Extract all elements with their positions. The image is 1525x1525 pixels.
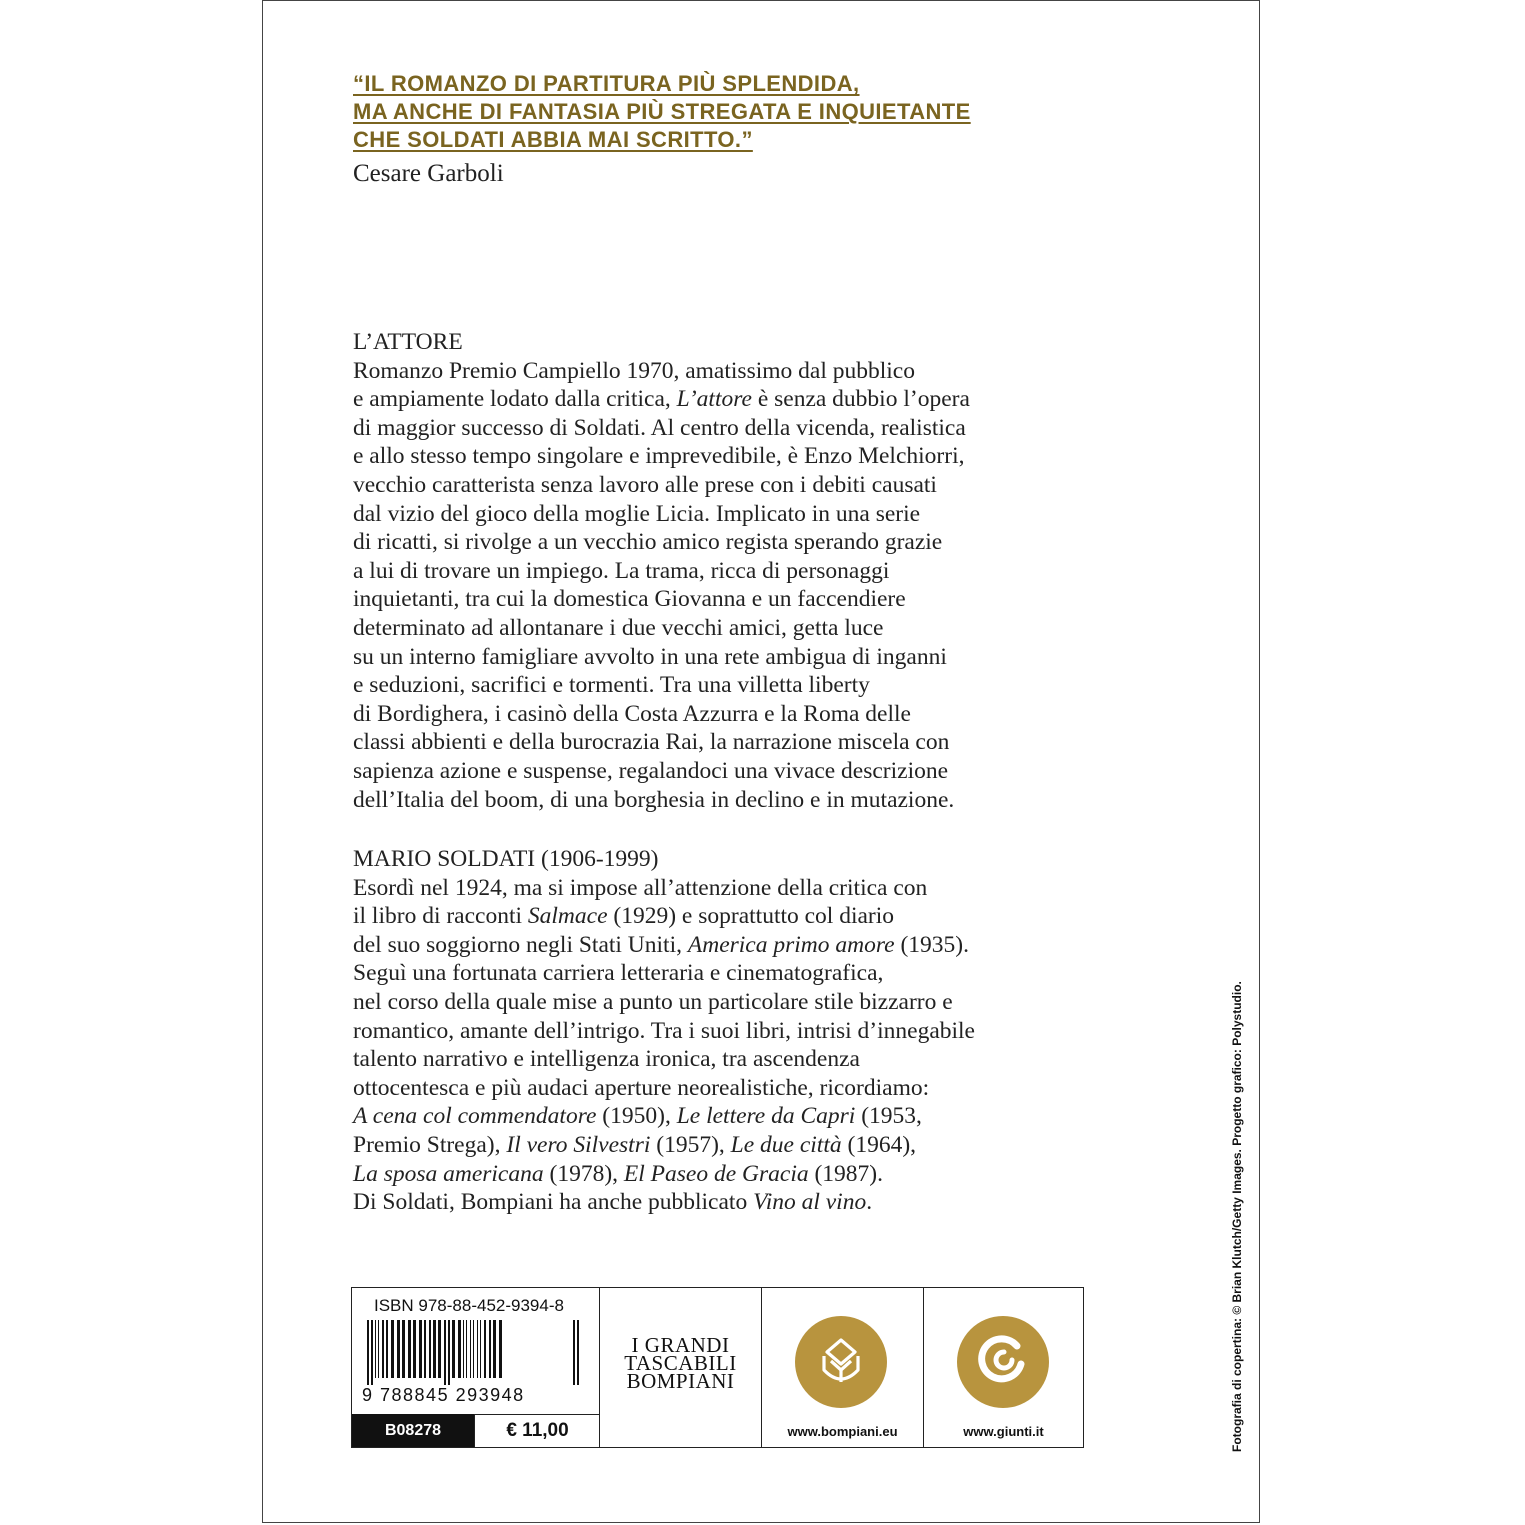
barcode-bar <box>382 1320 384 1378</box>
text-run: (1950), <box>596 1103 677 1130</box>
text-run: Premio Strega), <box>353 1131 507 1158</box>
barcode-bar <box>386 1320 388 1378</box>
biography-line <box>353 931 1073 960</box>
biography-line <box>353 1017 1073 1046</box>
text-run: Esordì nel 1924, ma si impose all’attenzione della critica con <box>353 874 928 901</box>
italic-title: Vino al vino <box>753 1189 867 1216</box>
synopsis-line <box>353 557 1073 586</box>
barcode-bar <box>577 1320 579 1385</box>
italic-title: America primo amore <box>687 931 895 958</box>
barcode-bar <box>375 1320 376 1378</box>
synopsis-line <box>353 442 1073 471</box>
barcode-bar <box>402 1320 405 1378</box>
barcode-bar <box>444 1320 446 1385</box>
barcode-bar <box>477 1320 478 1378</box>
barcode-bar <box>573 1320 575 1385</box>
text-run: dell’Italia del boom, di una borghesia in declino e in mutazione. <box>353 786 955 813</box>
barcode-bar <box>463 1320 464 1378</box>
text-run: dal vizio del gioco della moglie Licia. Implicato in una serie <box>353 500 921 527</box>
synopsis-line <box>353 614 1073 643</box>
bompiani-cell <box>762 1288 924 1447</box>
barcode-bar <box>419 1320 422 1378</box>
italic-title: Le due città <box>730 1131 842 1158</box>
barcode-bar <box>448 1320 450 1385</box>
text-run: sapienza azione e suspense, regalandoci una vivace descrizione <box>353 757 949 784</box>
synopsis-text <box>353 357 1073 815</box>
italic-title: A cena col commendatore <box>353 1103 597 1130</box>
synopsis-section <box>353 328 1073 814</box>
biography-line <box>353 988 1073 1017</box>
text-run: nel corso della quale mise a punto un particolare stile bizzarro e <box>353 988 953 1015</box>
quote-author: Cesare Garboli <box>353 160 504 187</box>
text-run: e ampiamente lodato dalla critica, <box>353 386 677 413</box>
barcode-bar <box>499 1320 502 1378</box>
synopsis-line <box>353 528 1073 557</box>
barcode-bar <box>452 1320 455 1378</box>
text-run: (1987). <box>808 1160 884 1187</box>
series-line: BOMPIANI <box>626 1369 735 1393</box>
text-run: (1964), <box>841 1131 917 1158</box>
series-line: TASCABILI <box>624 1351 737 1375</box>
text-run: vecchio caratterista senza lavoro alle prese con i debiti causati <box>353 471 937 498</box>
text-run: il libro di racconti <box>353 903 528 930</box>
text-run: ottocentesca e più audaci aperture neorealistiche, ricordiamo: <box>353 1074 930 1101</box>
series-name <box>600 1333 761 1393</box>
product-code: B08278 <box>352 1414 474 1447</box>
text-run: (1978), <box>543 1160 624 1187</box>
text-run: del suo soggiorno negli Stati Uniti, <box>353 931 688 958</box>
series-cell <box>600 1288 762 1447</box>
barcode-bar <box>484 1320 486 1378</box>
barcode-bar <box>391 1320 394 1378</box>
text-run: . <box>866 1189 873 1216</box>
biography-heading: MARIO SOLDATI (1906-1999) <box>353 846 659 872</box>
text-run: su un interno famigliare avvolto in una rete ambigua di inganni <box>353 643 947 670</box>
text-run: talento narrativo e intelligenza ironica, tra ascendenza <box>353 1046 860 1073</box>
italic-title: El Paseo de Gracia <box>623 1160 809 1187</box>
isbn-cell <box>352 1288 600 1447</box>
barcode-bar <box>470 1320 471 1378</box>
text-run: e allo stesso tempo singolare e imprevedibile, è Enzo Melchiorri, <box>353 443 965 470</box>
synopsis-line <box>353 414 1073 443</box>
text-run: di maggior successo di Soldati. Al centro della vicenda, realistica <box>353 414 966 441</box>
barcode-bar <box>458 1320 461 1378</box>
barcode-bar <box>424 1320 426 1378</box>
barcode-bar <box>489 1320 491 1378</box>
text-run: determinato ad allontanare i due vecchi amici, getta luce <box>353 614 884 641</box>
barcode-bar <box>371 1320 373 1385</box>
synopsis-line <box>353 671 1073 700</box>
bompiani-logo-icon <box>795 1316 887 1408</box>
biography-line <box>353 1102 1073 1131</box>
italic-title: L’attore <box>676 386 752 413</box>
barcode-bar <box>429 1320 431 1378</box>
bompiani-url[interactable]: www.bompiani.eu <box>787 1424 898 1439</box>
italic-title: Le lettere da Capri <box>676 1103 856 1130</box>
text-run: di Bordighera, i casinò della Costa Azzurra e la Roma delle <box>353 700 911 727</box>
biography-text <box>353 874 1073 1217</box>
giunti-url[interactable]: www.giunti.it <box>963 1424 1044 1439</box>
barcode-bar <box>378 1320 379 1378</box>
synopsis-line <box>353 786 1073 815</box>
biography-line <box>353 1045 1073 1074</box>
barcode-bar <box>397 1320 400 1378</box>
synopsis-line <box>353 757 1073 786</box>
barcode-bar <box>480 1320 481 1378</box>
biography-line <box>353 1131 1073 1160</box>
text-run: classi abbienti e della burocrazia Rai, la narrazione miscela con <box>353 729 950 756</box>
synopsis-line <box>353 357 1073 386</box>
barcode-digits: 9 788845 293948 <box>362 1385 525 1405</box>
text-run: Seguì una fortunata carriera letteraria e cinematografica, <box>353 960 884 987</box>
barcode-bar <box>438 1320 441 1378</box>
synopsis-heading: L’ATTORE <box>353 329 463 355</box>
text-run: romantico, amante dell’intrigo. Tra i suoi libri, intrisi d’innegabile <box>353 1017 975 1044</box>
biography-section <box>353 845 1073 1217</box>
giunti-logo-icon <box>957 1316 1049 1408</box>
barcode-bar <box>493 1320 496 1378</box>
synopsis-line <box>353 385 1073 414</box>
quote-line: MA ANCHE DI FANTASIA PIÙ STREGATA E INQUIETANTE <box>353 99 971 124</box>
text-run: (1953, <box>855 1103 922 1130</box>
barcode-bar <box>433 1320 436 1378</box>
text-run: Romanzo Premio Campiello 1970, amatissimo dal pubblico <box>353 357 915 384</box>
biography-line <box>353 902 1073 931</box>
giunti-cell <box>924 1288 1083 1447</box>
barcode-bar <box>473 1320 474 1378</box>
text-run: (1957), <box>650 1131 731 1158</box>
text-run: è senza dubbio l’opera <box>751 386 970 413</box>
italic-title: La sposa americana <box>353 1160 544 1187</box>
synopsis-line <box>353 585 1073 614</box>
synopsis-line <box>353 500 1073 529</box>
barcode-bar <box>408 1320 411 1378</box>
synopsis-line <box>353 700 1073 729</box>
biography-line <box>353 1074 1073 1103</box>
biography-line <box>353 1188 1073 1217</box>
text-run: (1929) e soprattutto col diario <box>607 903 895 930</box>
text-run: (1935). <box>894 931 969 958</box>
barcode-bar <box>413 1320 416 1378</box>
photo-credits: Fotografia di copertina: © Brian Klutch/Getty Images. Progetto grafico: Polystudio. <box>1230 981 1244 1452</box>
text-run: a lui di trovare un impiego. La trama, ricca di personaggi <box>353 557 890 584</box>
synopsis-line <box>353 471 1073 500</box>
price: € 11,00 <box>474 1414 600 1447</box>
text-run: Di Soldati, Bompiani ha anche pubblicato <box>353 1189 754 1216</box>
italic-title: Salmace <box>527 903 608 930</box>
imprint-box <box>351 1287 1084 1448</box>
biography-line <box>353 959 1073 988</box>
text-run: di ricatti, si rivolge a un vecchio amico regista sperando grazie <box>353 529 943 556</box>
blurb-quote <box>353 70 971 154</box>
series-line: I GRANDI <box>631 1333 730 1357</box>
barcode <box>367 1320 585 1385</box>
barcode-bar <box>367 1320 369 1385</box>
quote-line: CHE SOLDATI ABBIA MAI SCRITTO.” <box>353 127 753 152</box>
synopsis-line <box>353 643 1073 672</box>
text-run: e seduzioni, sacrifici e tormenti. Tra una villetta liberty <box>353 672 870 699</box>
italic-title: Il vero Silvestri <box>506 1131 651 1158</box>
biography-line <box>353 874 1073 903</box>
text-run: inquietanti, tra cui la domestica Giovanna e un faccendiere <box>353 586 906 613</box>
synopsis-line <box>353 728 1073 757</box>
isbn-label: ISBN 978-88-452-9394-8 <box>374 1296 564 1315</box>
quote-line: “IL ROMANZO DI PARTITURA PIÙ SPLENDIDA, <box>353 71 860 96</box>
barcode-bar <box>466 1320 467 1378</box>
biography-line <box>353 1160 1073 1189</box>
